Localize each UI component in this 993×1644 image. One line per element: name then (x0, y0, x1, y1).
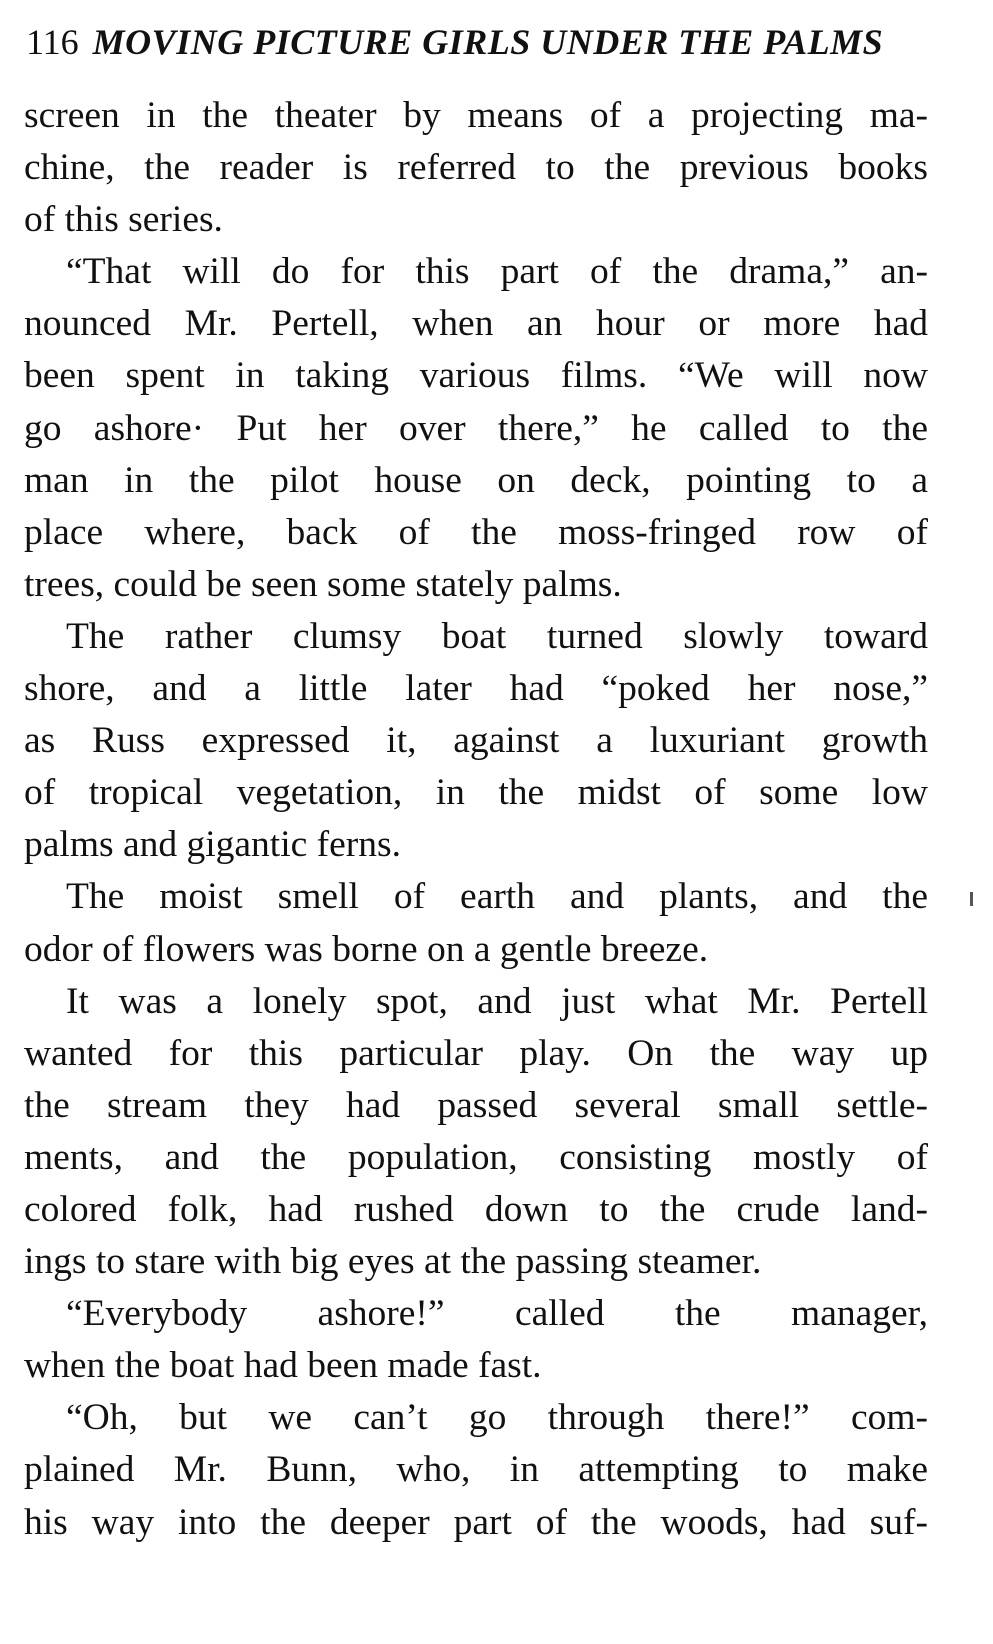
text-line: “That will do for this part of the drama,” an- (66, 251, 928, 293)
text-line: It was a lonely spot, and just what Mr. Pertell (66, 980, 928, 1022)
page-number: 116 (26, 22, 79, 62)
text-line: his way into the deeper part of the woods, had suf- (24, 1501, 928, 1543)
text-line: “Everybody ashore!” called the manager, (66, 1293, 928, 1335)
text-line: palms and gigantic ferns. (24, 824, 401, 866)
text-line: ings to stare with big eyes at the passing steamer. (24, 1241, 762, 1283)
text-line: chine, the reader is referred to the previous books (24, 147, 928, 189)
text-line: The moist smell of earth and plants, and the (66, 876, 928, 918)
text-line: colored folk, had rushed down to the crude land- (24, 1188, 928, 1230)
text-line: go ashore· Put her over there,” he called to the (24, 407, 928, 449)
text-line: plained Mr. Bunn, who, in attempting to make (24, 1449, 928, 1491)
text-line: when the boat had been made fast. (24, 1345, 542, 1387)
text-line: man in the pilot house on deck, pointing to a (24, 459, 928, 501)
text-line: ments, and the population, consisting mostly of (24, 1136, 928, 1178)
text-line: of this series. (24, 199, 223, 241)
text-line: of tropical vegetation, in the midst of some low (24, 772, 928, 814)
text-line: the stream they had passed several small settle- (24, 1084, 928, 1126)
text-line: place where, back of the moss-fringed row of (24, 511, 928, 553)
text-line: The rather clumsy boat turned slowly toward (66, 615, 928, 657)
text-line: screen in the theater by means of a projecting ma- (24, 95, 928, 136)
text-line: shore, and a little later had “poked her nose,” (24, 668, 928, 710)
text-line: odor of flowers was borne on a gentle breeze. (24, 928, 709, 970)
text-line: been spent in taking various films. “We will now (24, 355, 928, 397)
text-line: as Russ expressed it, against a luxuriant growth (24, 720, 928, 762)
scan-margin-mark (970, 892, 973, 906)
text-line: nounced Mr. Pertell, when an hour or more had (24, 303, 928, 345)
running-title: MOVING PICTURE GIRLS UNDER THE PALMS (92, 22, 884, 62)
text-line: “Oh, but we can’t go through there!” com- (66, 1397, 928, 1439)
text-line: trees, could be seen some stately palms. (24, 563, 622, 605)
body-text (24, 90, 928, 1549)
text-line: wanted for this particular play. On the way up (24, 1032, 928, 1074)
page-header (26, 14, 966, 70)
